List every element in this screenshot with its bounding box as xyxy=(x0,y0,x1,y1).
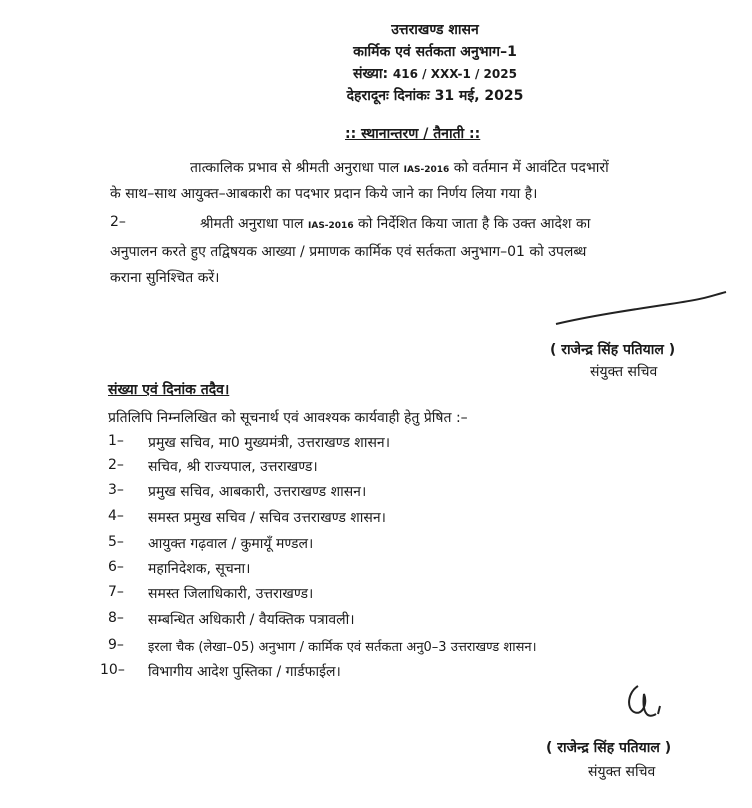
signatory-name: ( राजेन्द्र सिंह पतियाल ) xyxy=(546,740,672,756)
list-item-text: समस्त प्रमुख सचिव / सचिव उत्तराखण्ड शासन। xyxy=(148,510,386,526)
ias-tag: IAS-2016 xyxy=(308,221,354,231)
para1-line1 xyxy=(190,158,738,177)
list-item-number: 4– xyxy=(108,508,124,524)
list-item-number: 8– xyxy=(108,610,124,626)
list-item-number: 3– xyxy=(108,482,124,498)
subject-line: :: स्थानान्तरण / तैनाती :: xyxy=(345,126,481,142)
para1-line2: के साथ–साथ आयुक्त–आबकारी का पदभार प्रदान किये जाने का निर्णय लिया गया है। xyxy=(110,186,538,202)
govt-title: उत्तराखण्ड शासन xyxy=(391,22,479,38)
list-item-number: 2– xyxy=(108,457,124,473)
signatory-name: ( राजेन्द्र सिंह पतियाल ) xyxy=(550,342,676,358)
para2-line1 xyxy=(200,214,590,233)
list-item-text: विभागीय आदेश पुस्तिका / गार्डफाईल। xyxy=(148,664,341,680)
list-item-number: 1– xyxy=(108,433,124,449)
list-item-number: 6– xyxy=(108,559,124,575)
list-item-number: 5– xyxy=(108,534,124,550)
list-item-text: सम्बन्धित अधिकारी / वैयक्तिक पत्रावली। xyxy=(148,612,355,628)
para2-text-a: श्रीमती अनुराधा पाल xyxy=(200,216,304,232)
ias-tag: IAS-2016 xyxy=(403,165,450,175)
letter-number-value: 416 / XXX-1 / 2025 xyxy=(392,67,517,81)
list-item-number: 10– xyxy=(100,662,125,678)
signature-stroke xyxy=(550,288,730,328)
copy-heading: संख्या एवं दिनांक तदैव। xyxy=(108,382,230,398)
para1-text-a: तात्कालिक प्रभाव से श्रीमती अनुराधा पाल xyxy=(190,160,400,176)
list-item-text: सचिव, श्री राज्यपाल, उत्तराखण्ड। xyxy=(148,459,318,475)
para2-text-b: को निर्देशित किया जाता है कि उक्त आदेश का xyxy=(358,216,591,232)
letter-number-label: संख्या: xyxy=(353,66,389,82)
letter-number xyxy=(300,64,570,83)
list-item-number: 9– xyxy=(108,637,124,653)
signatory-designation: संयुक्त सचिव xyxy=(588,764,656,780)
list-item-text: महानिदेशक, सूचना। xyxy=(148,561,251,577)
signatory-designation: संयुक्त सचिव xyxy=(590,364,658,380)
list-item-number: 7– xyxy=(108,584,124,600)
list-item-text: समस्त जिलाधिकारी, उत्तराखण्ड। xyxy=(148,586,314,602)
date-value: 31 मई, 2025 xyxy=(434,88,524,104)
place-date xyxy=(300,86,570,105)
initials-signature xyxy=(620,680,670,725)
para2-line2: अनुपालन करते हुए तद्विषयक आख्या / प्रमाणक कार्मिक एवं सर्तकता अनुभाग–01 को उपलब्ध xyxy=(110,244,587,260)
para2-line3: कराना सुनिश्चित करें। xyxy=(110,270,220,286)
list-item-text: इरला चैक (लेखा–05) अनुभाग / कार्मिक एवं सर्तकता अनु0–3 उत्तराखण्ड शासन। xyxy=(148,640,537,655)
list-item-text: प्रमुख सचिव, मा0 मुख्यमंत्री, उत्तराखण्ड शासन। xyxy=(148,435,390,451)
copy-intro: प्रतिलिपि निम्नलिखित को सूचनार्थ एवं आवश्यक कार्यवाही हेतु प्रेषित :– xyxy=(108,410,468,426)
list-item-text: प्रमुख सचिव, आबकारी, उत्तराखण्ड शासन। xyxy=(148,484,367,500)
department-title: कार्मिक एवं सर्तकता अनुभाग–1 xyxy=(353,44,517,60)
para2-number: 2– xyxy=(110,214,126,230)
list-item-text: आयुक्त गढ़वाल / कुमायूँ मण्डल। xyxy=(148,536,314,552)
para1-text-b: को वर्तमान में आवंटित पदभारों xyxy=(453,160,609,176)
place-date-label: देहरादूनः दिनांकः xyxy=(346,88,430,104)
